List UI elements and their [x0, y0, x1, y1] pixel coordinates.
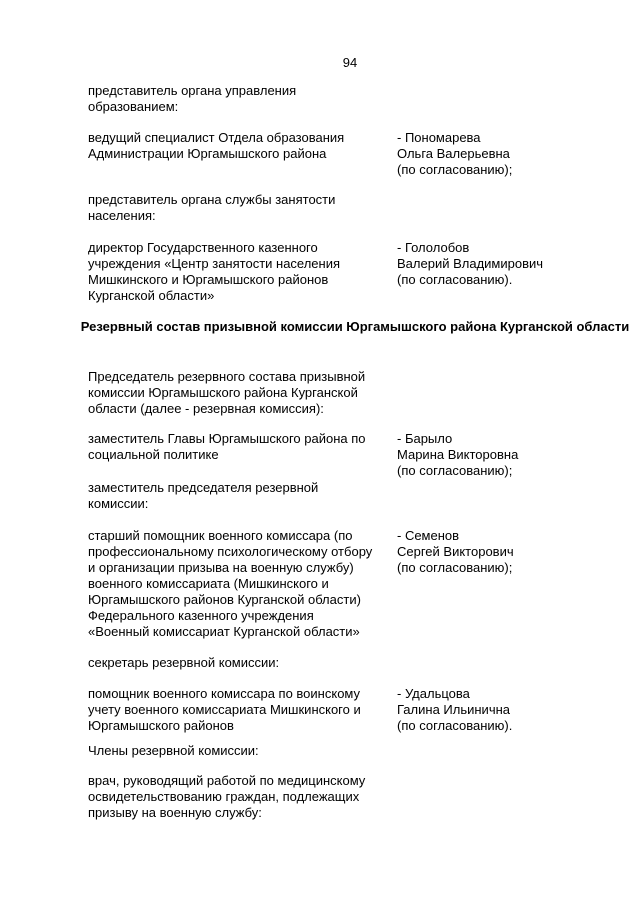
deputy-chair-label: заместитель председателя резервной комиссии: — [88, 480, 319, 511]
deputy-head-position: заместитель Главы Юргамышского района по социальной политике — [88, 431, 366, 462]
reserve-chair-label: Председатель резервного состава призывной комиссии Юргамышского района Курганской области (далее - резервная комиссия): — [88, 369, 366, 416]
members-label: Члены резервной комиссии: — [88, 743, 259, 758]
secretary-label: секретарь резервной комиссии: — [88, 655, 280, 670]
employment-director-name: - Гололобов Валерий Владимирович (по согласованию). — [397, 240, 544, 287]
deputy-head-name: - Барыло Марина Викторовна (по согласованию); — [397, 431, 519, 478]
military-assistant-name: - Удальцова Галина Ильинична (по согласованию). — [397, 686, 513, 733]
employment-director-position: директор Государственного казенного учреждения «Центр занятости населения Мишкинского и Юргамышского районов Курганской области» — [88, 240, 341, 303]
senior-assistant-name: - Семенов Сергей Викторович (по согласованию); — [397, 528, 514, 575]
employment-representative-label: представитель органа службы занятости населения: — [88, 192, 336, 223]
senior-assistant-position: старший помощник военного комиссара (по профессиональному психологическому отбору и организации призыва на военную службу) военного комиссариата (Мишкинского и Юргамышского районов Курганской области) Федерального казенного учреждения «Военный комиссариат Курганской области» — [88, 528, 373, 639]
education-specialist-position: ведущий специалист Отдела образования Администрации Юргамышского района — [88, 130, 345, 161]
medical-doctor-label: врач, руководящий работой по медицинскому освидетельствованию граждан, подлежащих призыву на военную службу: — [88, 773, 366, 820]
military-assistant-position: помощник военного комиссара по воинскому учету военного комиссариата Мишкинского и Юргамышского районов — [88, 686, 361, 733]
education-representative-label: представитель органа управления образованием: — [88, 83, 297, 114]
education-specialist-name: - Пономарева Ольга Валерьевна (по согласованию); — [397, 130, 513, 177]
page-number: 94 — [342, 55, 358, 70]
reserve-commission-heading: Резервный состав призывной комиссии Юргамышского района Курганской области — [80, 319, 630, 334]
